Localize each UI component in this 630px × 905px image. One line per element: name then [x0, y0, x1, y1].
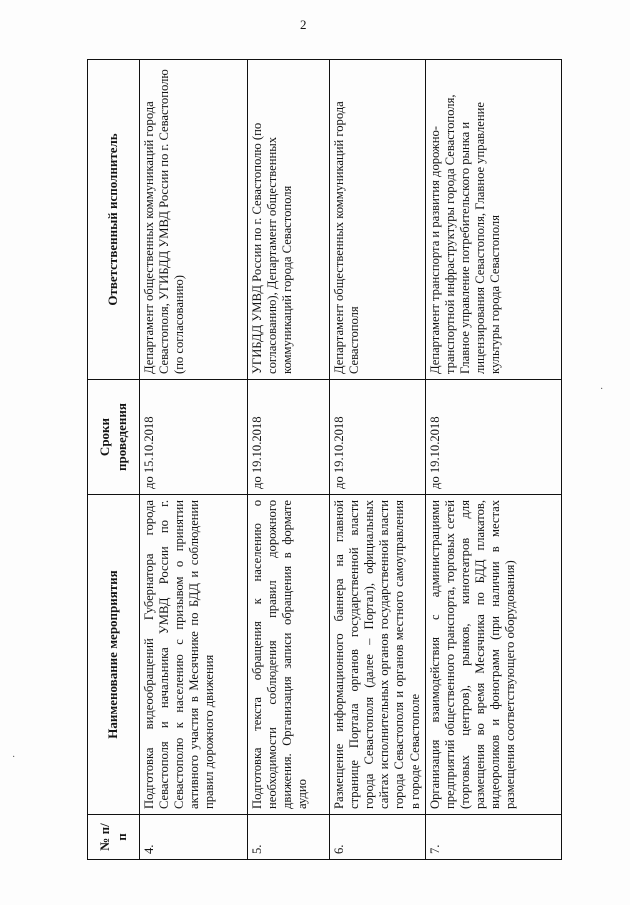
scan-speck: · [600, 384, 604, 395]
scan-speck: · [12, 752, 16, 763]
header-event-name: Наименование мероприятия [88, 495, 140, 815]
page-number: 2 [300, 17, 307, 32]
table-row [330, 60, 426, 860]
table-header-row [88, 60, 140, 860]
row-number: 7. [425, 815, 561, 860]
executor: Департамент транспорта и развития дорожно-транспортной инфраструктуры города Севастополя, Главное управление потребительского рынка и лицензирования Севастополя, Главное управление культуры города Севастополя [425, 60, 561, 380]
table-row [425, 60, 561, 860]
deadline: до 19.10.2018 [248, 380, 330, 495]
deadline: до 19.10.2018 [425, 380, 561, 495]
executor: Департамент общественных коммуникаций города Севастополя [330, 60, 426, 380]
event-name: Подготовка видеообращений Губернатора города Севастополя и начальника УМВД России по г. Севастополю к населению с призывом о принятии активного участия в Месячнике по БДД и соблюдении правил дорожного движения [140, 495, 248, 815]
event-name: Организация взаимодействия с администрациями предприятий общественного транспорта, торговых сетей (торговых центров), рынков, кинотеатров для размещения во время Месячника по БДД плакатов, видеороликов и фонограмм (при наличии в местах размещения соответствующего оборудования) [425, 495, 561, 815]
header-number: № п/п [88, 815, 140, 860]
header-deadline: Сроки проведения [88, 380, 140, 495]
row-number: 5. [248, 815, 330, 860]
event-name: Подготовка текста обращения к населению о необходимости соблюдения правил дорожного движения. Организация записи обращения в формате аудио [248, 495, 330, 815]
executor: Департамент общественных коммуникаций города Севастополя, УГИБДД УМВД России по г. Севастополю (по согласованию) [140, 60, 248, 380]
executor: УГИБДД УМВД России по г. Севастополю (по согласованию), Департамент общественных коммуникаций города Севастополя [248, 60, 330, 380]
header-executor: Ответственный исполнитель [88, 60, 140, 380]
rotated-table-container [87, 60, 547, 860]
table-row [248, 60, 330, 860]
table-row [140, 60, 248, 860]
event-name: Размещение информационного баннера на главной странице Портала органов государственной власти города Севастополя (далее – Портал), официальных сайтах исполнительных органов государственной власти города Севастополя и органов местного самоуправления в городе Севастополе [330, 495, 426, 815]
row-number: 4. [140, 815, 248, 860]
events-table [87, 59, 562, 860]
row-number: 6. [330, 815, 426, 860]
deadline: до 15.10.2018 [140, 380, 248, 495]
deadline: до 19.10.2018 [330, 380, 426, 495]
